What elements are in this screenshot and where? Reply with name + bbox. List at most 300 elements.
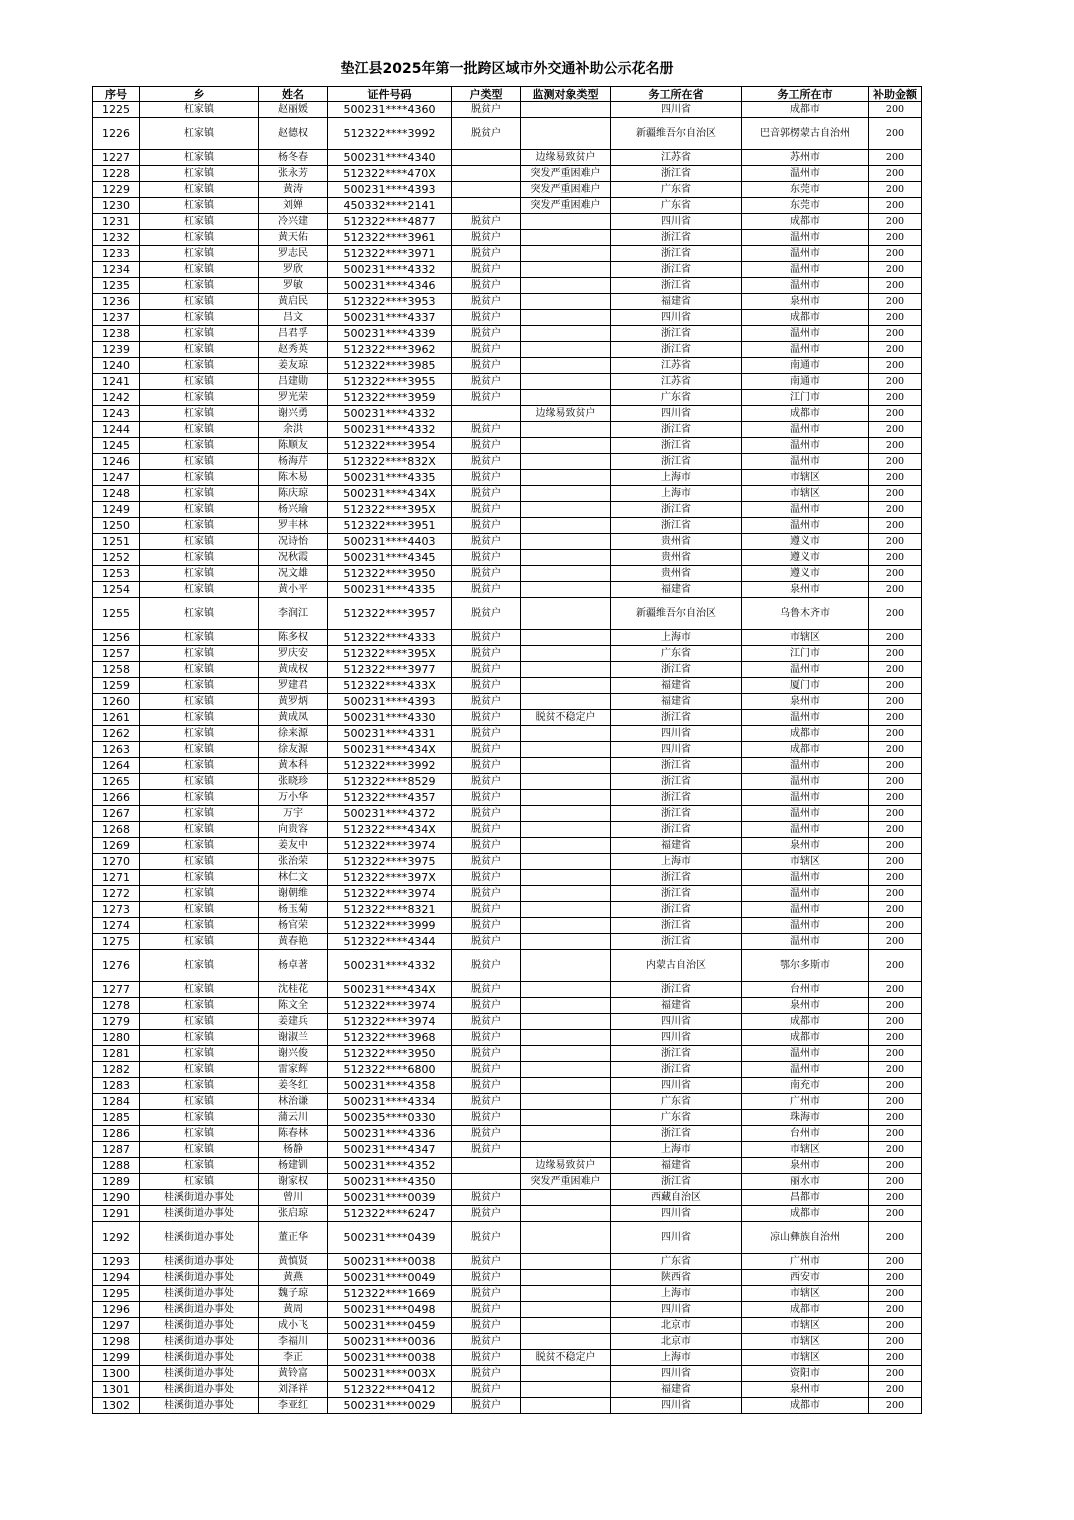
monitor-type-cell (521, 790, 611, 806)
work-province-cell: 浙江省 (611, 902, 742, 918)
serial-number-cell: 1275 (93, 934, 140, 950)
work-city-cell: 温州市 (742, 422, 869, 438)
monitor-type-cell (521, 582, 611, 598)
work-city-cell: 温州市 (742, 262, 869, 278)
monitor-type-cell (521, 982, 611, 998)
column-header: 务工所在市 (742, 87, 869, 102)
table-row (93, 742, 922, 758)
subsidy-amount-cell: 200 (869, 646, 922, 662)
subsidy-amount-cell: 200 (869, 278, 922, 294)
table-row (93, 1014, 922, 1030)
table-row (93, 806, 922, 822)
table-row (93, 166, 922, 182)
serial-number-cell: 1287 (93, 1142, 140, 1158)
id-number-cell: 500231****4393 (328, 182, 452, 198)
table-row (93, 1158, 922, 1174)
township-cell: 桂溪街道办事处 (140, 1398, 259, 1414)
monitor-type-cell (521, 1286, 611, 1302)
work-city-cell: 南充市 (742, 1078, 869, 1094)
monitor-type-cell (521, 566, 611, 582)
work-city-cell: 温州市 (742, 806, 869, 822)
household-type-cell: 脱贫户 (452, 1286, 521, 1302)
monitor-type-cell (521, 934, 611, 950)
serial-number-cell: 1235 (93, 278, 140, 294)
work-province-cell: 浙江省 (611, 262, 742, 278)
work-city-cell: 温州市 (742, 438, 869, 454)
serial-number-cell: 1242 (93, 390, 140, 406)
id-number-cell: 500231****4335 (328, 470, 452, 486)
monitor-type-cell (521, 390, 611, 406)
township-cell: 杠家镇 (140, 118, 259, 150)
table-row (93, 982, 922, 998)
table-row (93, 294, 922, 310)
township-cell: 杠家镇 (140, 262, 259, 278)
household-type-cell: 脱贫户 (452, 118, 521, 150)
work-city-cell: 温州市 (742, 502, 869, 518)
id-number-cell: 500231****4332 (328, 262, 452, 278)
work-city-cell: 巴音郭楞蒙古自治州 (742, 118, 869, 150)
serial-number-cell: 1301 (93, 1382, 140, 1398)
work-province-cell: 广东省 (611, 646, 742, 662)
id-number-cell: 512322****3951 (328, 518, 452, 534)
id-number-cell: 512322****8321 (328, 902, 452, 918)
subsidy-amount-cell: 200 (869, 982, 922, 998)
id-number-cell: 512322****3971 (328, 246, 452, 262)
work-city-cell: 温州市 (742, 886, 869, 902)
serial-number-cell: 1265 (93, 774, 140, 790)
household-type-cell: 脱贫户 (452, 1270, 521, 1286)
work-province-cell: 浙江省 (611, 918, 742, 934)
table-row (93, 790, 922, 806)
household-type-cell: 脱贫户 (452, 854, 521, 870)
subsidy-amount-cell: 200 (869, 662, 922, 678)
work-province-cell: 上海市 (611, 854, 742, 870)
township-cell: 杠家镇 (140, 358, 259, 374)
township-cell: 杠家镇 (140, 854, 259, 870)
name-cell: 曾川 (259, 1190, 328, 1206)
subsidy-amount-cell: 200 (869, 438, 922, 454)
household-type-cell: 脱贫户 (452, 1318, 521, 1334)
subsidy-amount-cell: 200 (869, 742, 922, 758)
work-city-cell: 市辖区 (742, 630, 869, 646)
serial-number-cell: 1292 (93, 1222, 140, 1254)
township-cell: 杠家镇 (140, 790, 259, 806)
name-cell: 冷兴建 (259, 214, 328, 230)
serial-number-cell: 1271 (93, 870, 140, 886)
id-number-cell: 500231****0038 (328, 1350, 452, 1366)
monitor-type-cell (521, 1046, 611, 1062)
work-city-cell: 苏州市 (742, 150, 869, 166)
name-cell: 况文雄 (259, 566, 328, 582)
work-province-cell: 四川省 (611, 1014, 742, 1030)
household-type-cell: 脱贫户 (452, 310, 521, 326)
serial-number-cell: 1278 (93, 998, 140, 1014)
id-number-cell: 500231****4336 (328, 1126, 452, 1142)
work-province-cell: 浙江省 (611, 806, 742, 822)
work-city-cell: 珠海市 (742, 1110, 869, 1126)
work-province-cell: 浙江省 (611, 502, 742, 518)
name-cell: 谢家权 (259, 1174, 328, 1190)
work-province-cell: 四川省 (611, 102, 742, 118)
name-cell: 陈多权 (259, 630, 328, 646)
work-province-cell: 贵州省 (611, 566, 742, 582)
household-type-cell: 脱贫户 (452, 982, 521, 998)
serial-number-cell: 1294 (93, 1270, 140, 1286)
id-number-cell: 500235****0330 (328, 1110, 452, 1126)
work-province-cell: 四川省 (611, 726, 742, 742)
name-cell: 陈春林 (259, 1126, 328, 1142)
name-cell: 黄启民 (259, 294, 328, 310)
id-number-cell: 512322****3950 (328, 566, 452, 582)
monitor-type-cell (521, 1318, 611, 1334)
household-type-cell: 脱贫户 (452, 726, 521, 742)
household-type-cell: 脱贫户 (452, 1366, 521, 1382)
work-province-cell: 广东省 (611, 198, 742, 214)
name-cell: 罗光荣 (259, 390, 328, 406)
serial-number-cell: 1238 (93, 326, 140, 342)
subsidy-amount-cell: 200 (869, 870, 922, 886)
work-province-cell: 浙江省 (611, 982, 742, 998)
township-cell: 杠家镇 (140, 1078, 259, 1094)
work-city-cell: 成都市 (742, 102, 869, 118)
id-number-cell: 512322****470X (328, 166, 452, 182)
name-cell: 黄春艳 (259, 934, 328, 950)
monitor-type-cell (521, 422, 611, 438)
serial-number-cell: 1241 (93, 374, 140, 390)
work-city-cell: 凉山彝族自治州 (742, 1222, 869, 1254)
township-cell: 杠家镇 (140, 806, 259, 822)
id-number-cell: 512322****3953 (328, 294, 452, 310)
work-city-cell: 温州市 (742, 934, 869, 950)
work-city-cell: 成都市 (742, 1030, 869, 1046)
serial-number-cell: 1234 (93, 262, 140, 278)
monitor-type-cell: 突发严重困难户 (521, 182, 611, 198)
household-type-cell: 脱贫户 (452, 1078, 521, 1094)
subsidy-amount-cell: 200 (869, 1078, 922, 1094)
work-city-cell: 温州市 (742, 230, 869, 246)
serial-number-cell: 1276 (93, 950, 140, 982)
monitor-type-cell (521, 902, 611, 918)
subsidy-amount-cell: 200 (869, 1126, 922, 1142)
roster-body (93, 102, 922, 1414)
id-number-cell: 512322****0412 (328, 1382, 452, 1398)
monitor-type-cell (521, 246, 611, 262)
work-city-cell: 东莞市 (742, 182, 869, 198)
serial-number-cell: 1281 (93, 1046, 140, 1062)
table-row (93, 342, 922, 358)
township-cell: 杠家镇 (140, 902, 259, 918)
serial-number-cell: 1244 (93, 422, 140, 438)
township-cell: 杠家镇 (140, 1126, 259, 1142)
table-row (93, 630, 922, 646)
serial-number-cell: 1266 (93, 790, 140, 806)
work-province-cell: 浙江省 (611, 326, 742, 342)
township-cell: 杠家镇 (140, 950, 259, 982)
work-province-cell: 四川省 (611, 1398, 742, 1414)
household-type-cell: 脱贫户 (452, 822, 521, 838)
work-province-cell: 贵州省 (611, 550, 742, 566)
subsidy-amount-cell: 200 (869, 1398, 922, 1414)
township-cell: 杠家镇 (140, 582, 259, 598)
subsidy-amount-cell: 200 (869, 1334, 922, 1350)
name-cell: 姜冬红 (259, 1078, 328, 1094)
id-number-cell: 512322****3954 (328, 438, 452, 454)
work-province-cell: 新疆维吾尔自治区 (611, 118, 742, 150)
table-row (93, 1318, 922, 1334)
monitor-type-cell: 突发严重困难户 (521, 198, 611, 214)
serial-number-cell: 1252 (93, 550, 140, 566)
name-cell: 魏子琼 (259, 1286, 328, 1302)
township-cell: 桂溪街道办事处 (140, 1382, 259, 1398)
serial-number-cell: 1259 (93, 678, 140, 694)
id-number-cell: 500231****4334 (328, 1094, 452, 1110)
id-number-cell: 500231****434X (328, 742, 452, 758)
township-cell: 杠家镇 (140, 886, 259, 902)
id-number-cell: 500231****434X (328, 982, 452, 998)
work-province-cell: 陕西省 (611, 1270, 742, 1286)
work-city-cell: 江门市 (742, 390, 869, 406)
table-row (93, 470, 922, 486)
name-cell: 余洪 (259, 422, 328, 438)
table-row (93, 870, 922, 886)
work-city-cell: 成都市 (742, 726, 869, 742)
header-row (93, 87, 922, 102)
serial-number-cell: 1225 (93, 102, 140, 118)
work-province-cell: 广东省 (611, 390, 742, 406)
work-city-cell: 遵义市 (742, 534, 869, 550)
table-row (93, 854, 922, 870)
subsidy-amount-cell: 200 (869, 774, 922, 790)
household-type-cell: 脱贫户 (452, 502, 521, 518)
township-cell: 杠家镇 (140, 934, 259, 950)
id-number-cell: 500231****4350 (328, 1174, 452, 1190)
table-row (93, 102, 922, 118)
monitor-type-cell (521, 662, 611, 678)
household-type-cell: 脱贫户 (452, 454, 521, 470)
work-province-cell: 新疆维吾尔自治区 (611, 598, 742, 630)
subsidy-amount-cell: 200 (869, 918, 922, 934)
work-province-cell: 福建省 (611, 294, 742, 310)
subsidy-amount-cell: 200 (869, 1254, 922, 1270)
township-cell: 杠家镇 (140, 326, 259, 342)
serial-number-cell: 1239 (93, 342, 140, 358)
name-cell: 杨玉菊 (259, 902, 328, 918)
work-province-cell: 内蒙古自治区 (611, 950, 742, 982)
id-number-cell: 512322****433X (328, 678, 452, 694)
household-type-cell (452, 1158, 521, 1174)
work-province-cell: 浙江省 (611, 518, 742, 534)
work-city-cell: 广州市 (742, 1254, 869, 1270)
township-cell: 杠家镇 (140, 470, 259, 486)
table-row (93, 662, 922, 678)
serial-number-cell: 1245 (93, 438, 140, 454)
subsidy-amount-cell: 200 (869, 598, 922, 630)
serial-number-cell: 1231 (93, 214, 140, 230)
work-city-cell: 泉州市 (742, 294, 869, 310)
household-type-cell: 脱贫户 (452, 1110, 521, 1126)
monitor-type-cell (521, 918, 611, 934)
table-row (93, 566, 922, 582)
household-type-cell: 脱贫户 (452, 662, 521, 678)
subsidy-amount-cell: 200 (869, 902, 922, 918)
township-cell: 桂溪街道办事处 (140, 1334, 259, 1350)
work-city-cell: 市辖区 (742, 1350, 869, 1366)
serial-number-cell: 1295 (93, 1286, 140, 1302)
table-row (93, 310, 922, 326)
id-number-cell: 512322****3961 (328, 230, 452, 246)
serial-number-cell: 1262 (93, 726, 140, 742)
id-number-cell: 512322****3955 (328, 374, 452, 390)
subsidy-amount-cell: 200 (869, 806, 922, 822)
work-province-cell: 四川省 (611, 214, 742, 230)
table-row (93, 1094, 922, 1110)
monitor-type-cell (521, 1254, 611, 1270)
id-number-cell: 500231****4358 (328, 1078, 452, 1094)
table-row (93, 358, 922, 374)
id-number-cell: 512322****3974 (328, 838, 452, 854)
household-type-cell: 脱贫户 (452, 1126, 521, 1142)
subsidy-amount-cell: 200 (869, 726, 922, 742)
work-province-cell: 浙江省 (611, 822, 742, 838)
subsidy-amount-cell: 200 (869, 1142, 922, 1158)
household-type-cell: 脱贫户 (452, 1350, 521, 1366)
name-cell: 黄本科 (259, 758, 328, 774)
monitor-type-cell (521, 1382, 611, 1398)
work-province-cell: 北京市 (611, 1318, 742, 1334)
monitor-type-cell (521, 774, 611, 790)
monitor-type-cell (521, 1190, 611, 1206)
serial-number-cell: 1288 (93, 1158, 140, 1174)
work-province-cell: 浙江省 (611, 278, 742, 294)
table-row (93, 438, 922, 454)
monitor-type-cell (521, 118, 611, 150)
work-province-cell: 西藏自治区 (611, 1190, 742, 1206)
column-header: 乡 (140, 87, 259, 102)
column-header: 户类型 (452, 87, 521, 102)
work-province-cell: 福建省 (611, 1382, 742, 1398)
monitor-type-cell (521, 950, 611, 982)
township-cell: 桂溪街道办事处 (140, 1270, 259, 1286)
id-number-cell: 512322****6800 (328, 1062, 452, 1078)
work-city-cell: 厦门市 (742, 678, 869, 694)
table-row (93, 1270, 922, 1286)
table-row (93, 454, 922, 470)
monitor-type-cell (521, 742, 611, 758)
work-province-cell: 福建省 (611, 1158, 742, 1174)
serial-number-cell: 1263 (93, 742, 140, 758)
household-type-cell: 脱贫户 (452, 342, 521, 358)
household-type-cell: 脱贫户 (452, 358, 521, 374)
household-type-cell: 脱贫户 (452, 998, 521, 1014)
table-row (93, 1366, 922, 1382)
id-number-cell: 512322****395X (328, 646, 452, 662)
id-number-cell: 512322****1669 (328, 1286, 452, 1302)
id-number-cell: 500231****0039 (328, 1190, 452, 1206)
monitor-type-cell (521, 326, 611, 342)
name-cell: 况诗怡 (259, 534, 328, 550)
table-row (93, 822, 922, 838)
serial-number-cell: 1226 (93, 118, 140, 150)
id-number-cell: 512322****3992 (328, 758, 452, 774)
serial-number-cell: 1293 (93, 1254, 140, 1270)
township-cell: 杠家镇 (140, 918, 259, 934)
name-cell: 黄周 (259, 1302, 328, 1318)
table-row (93, 1030, 922, 1046)
household-type-cell: 脱贫户 (452, 598, 521, 630)
township-cell: 杠家镇 (140, 230, 259, 246)
township-cell: 杠家镇 (140, 710, 259, 726)
household-type-cell: 脱贫户 (452, 902, 521, 918)
serial-number-cell: 1270 (93, 854, 140, 870)
name-cell: 杨卓著 (259, 950, 328, 982)
subsidy-amount-cell: 200 (869, 1030, 922, 1046)
township-cell: 杠家镇 (140, 374, 259, 390)
work-city-cell: 泉州市 (742, 1158, 869, 1174)
work-city-cell: 乌鲁木齐市 (742, 598, 869, 630)
serial-number-cell: 1277 (93, 982, 140, 998)
table-row (93, 502, 922, 518)
name-cell: 黄天佑 (259, 230, 328, 246)
table-row (93, 1174, 922, 1190)
township-cell: 杠家镇 (140, 742, 259, 758)
name-cell: 林仁文 (259, 870, 328, 886)
work-province-cell: 浙江省 (611, 662, 742, 678)
subsidy-amount-cell: 200 (869, 1206, 922, 1222)
serial-number-cell: 1280 (93, 1030, 140, 1046)
subsidy-amount-cell: 200 (869, 374, 922, 390)
township-cell: 杠家镇 (140, 694, 259, 710)
work-city-cell: 温州市 (742, 790, 869, 806)
table-row (93, 1142, 922, 1158)
subsidy-amount-cell: 200 (869, 1110, 922, 1126)
monitor-type-cell (521, 598, 611, 630)
name-cell: 吕建勋 (259, 374, 328, 390)
name-cell: 李润江 (259, 598, 328, 630)
name-cell: 黄慎贤 (259, 1254, 328, 1270)
township-cell: 杠家镇 (140, 406, 259, 422)
work-city-cell: 鄂尔多斯市 (742, 950, 869, 982)
serial-number-cell: 1282 (93, 1062, 140, 1078)
monitor-type-cell (521, 1334, 611, 1350)
work-province-cell: 浙江省 (611, 934, 742, 950)
monitor-type-cell (521, 470, 611, 486)
name-cell: 蒲云川 (259, 1110, 328, 1126)
household-type-cell: 脱贫户 (452, 1398, 521, 1414)
serial-number-cell: 1298 (93, 1334, 140, 1350)
work-city-cell: 遵义市 (742, 566, 869, 582)
subsidy-amount-cell: 200 (869, 1350, 922, 1366)
subsidy-amount-cell: 200 (869, 710, 922, 726)
table-row (93, 390, 922, 406)
id-number-cell: 512322****4357 (328, 790, 452, 806)
serial-number-cell: 1236 (93, 294, 140, 310)
monitor-type-cell (521, 550, 611, 566)
work-province-cell: 江苏省 (611, 150, 742, 166)
work-province-cell: 四川省 (611, 1366, 742, 1382)
monitor-type-cell (521, 822, 611, 838)
work-city-cell: 温州市 (742, 758, 869, 774)
name-cell: 刘婵 (259, 198, 328, 214)
serial-number-cell: 1274 (93, 918, 140, 934)
id-number-cell: 500231****4330 (328, 710, 452, 726)
monitor-type-cell (521, 1094, 611, 1110)
serial-number-cell: 1229 (93, 182, 140, 198)
household-type-cell: 脱贫户 (452, 742, 521, 758)
page-title: 垫江县2025年第一批跨区域市外交通补助公示花名册 (340, 61, 674, 77)
work-province-cell: 四川省 (611, 1078, 742, 1094)
household-type-cell: 脱贫户 (452, 1190, 521, 1206)
name-cell: 董正华 (259, 1222, 328, 1254)
